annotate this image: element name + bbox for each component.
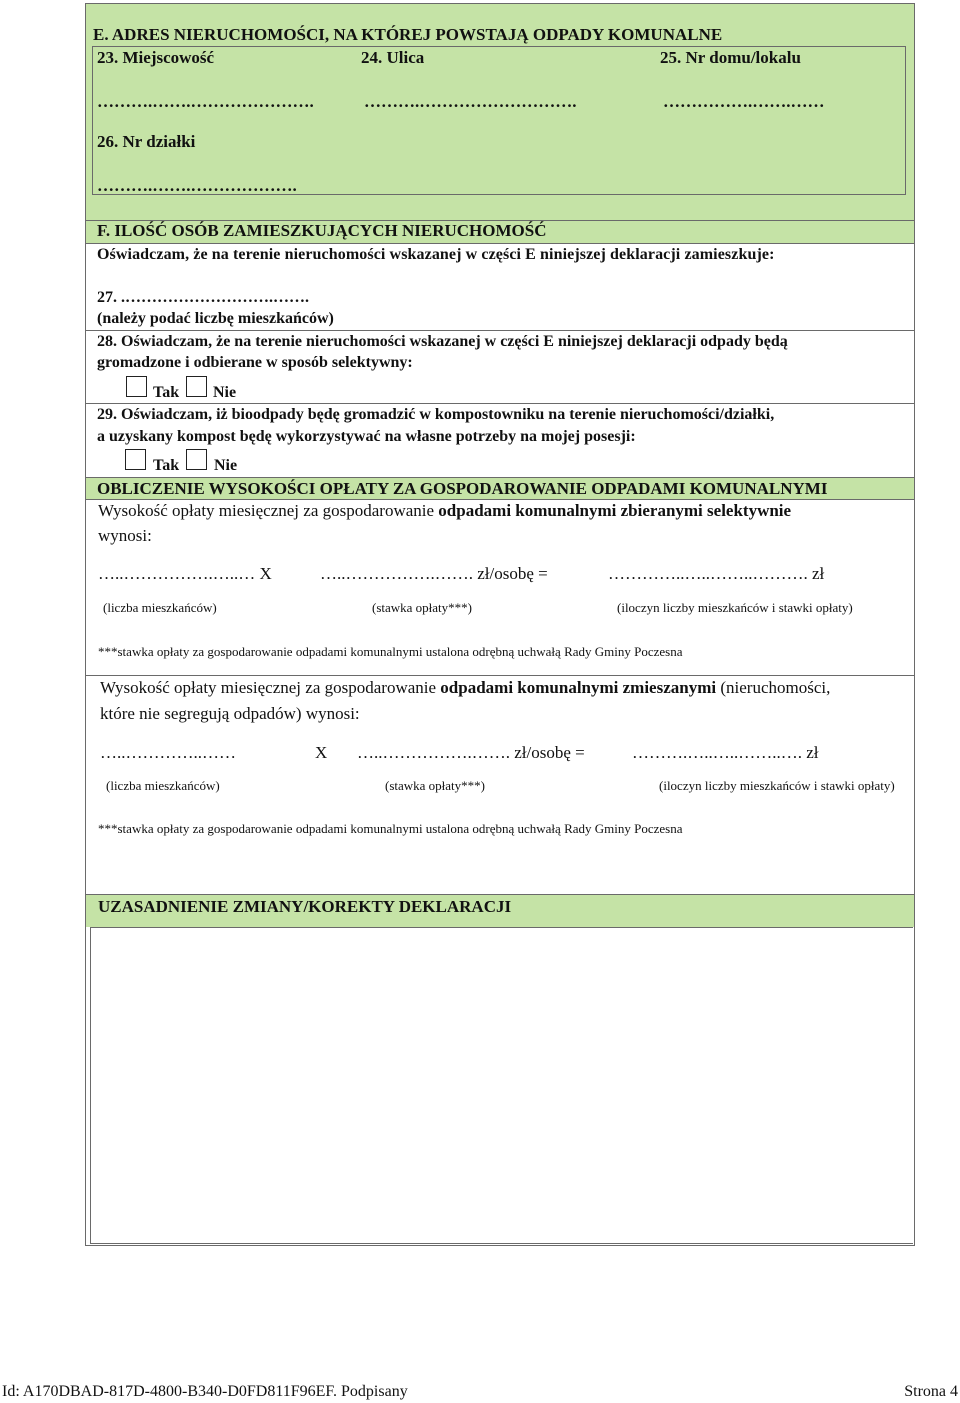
mixed-fee-intro: Wysokość opłaty miesięcznej za gospodarowanie odpadami komunalnymi zmieszanymi (nieruchomości, — [100, 678, 831, 697]
selective-footnote: ***stawka opłaty za gospodarowanie odpadami komunalnymi ustalona odrębną uchwałą Rady Gminy Poczesna — [98, 644, 683, 659]
selective-product-input[interactable]: …………..…..……..………. zł — [608, 564, 825, 583]
mixed-fee-intro-line2: które nie segregują odpadów) wynosi: — [100, 704, 360, 723]
field-26-label: 26. Nr działki — [97, 132, 196, 151]
mixed-residents-input[interactable]: …..…………..…… — [100, 743, 236, 762]
question-29-line2: a uzyskany kompost będę wykorzystywać na własne potrzeby na mojej posesji: — [97, 428, 636, 445]
mixed-product-caption: (iloczyn liczby mieszkańców i stawki opłaty) — [659, 778, 895, 793]
field-24-input[interactable]: ……….………………………. — [364, 92, 577, 111]
justification-text-area[interactable] — [90, 927, 913, 1244]
mixed-rate-caption: (stawka opłaty***) — [385, 778, 486, 793]
q29-no-checkbox[interactable] — [186, 449, 207, 470]
divider — [86, 243, 914, 244]
page-number: Strona 4 — [904, 1383, 958, 1400]
calc-title: OBLICZENIE WYSOKOŚCI OPŁATY ZA GOSPODAROWANIE ODPADAMI KOMUNALNYMI — [97, 479, 828, 498]
mixed-multiply-sign: X — [315, 743, 328, 762]
selective-rate-input[interactable]: …..…………….……. zł/osobę = — [320, 564, 548, 583]
section-f-statement: Oświadczam, że na terenie nieruchomości wskazanej w części E niniejszej deklaracji zamieszkuje: — [97, 246, 775, 263]
section-f-title: F. ILOŚĆ OSÓB ZAMIESZKUJĄCYCH NIERUCHOMOŚĆ — [97, 221, 547, 240]
divider — [86, 499, 914, 500]
field-25-label: 25. Nr domu/lokalu — [660, 48, 801, 67]
q29-no-label: Nie — [214, 457, 238, 474]
field-23-label: 23. Miejscowość — [97, 48, 215, 67]
q28-yes-checkbox[interactable] — [126, 376, 147, 397]
divider — [86, 675, 914, 676]
q28-no-checkbox[interactable] — [186, 376, 207, 397]
divider — [86, 403, 914, 404]
justification-title: UZASADNIENIE ZMIANY/KOREKTY DEKLARACJI — [98, 897, 512, 916]
q29-yes-label: Tak — [153, 457, 180, 474]
field-23-input[interactable]: ……….…….…………………. — [97, 92, 314, 111]
field-26-input[interactable]: ……….…….………………. — [97, 176, 297, 195]
field-27-input[interactable]: 27. .……………………….……. — [97, 289, 309, 306]
selective-fee-intro-line2: wynosi: — [98, 526, 152, 545]
field-24-label: 24. Ulica — [361, 48, 425, 67]
selective-rate-caption: (stawka opłaty***) — [372, 600, 473, 615]
mixed-rate-input[interactable]: …..…………….……. zł/osobę = — [357, 743, 585, 762]
selective-residents-caption: (liczba mieszkańców) — [103, 600, 217, 615]
question-29-line1: 29. Oświadczam, iż bioodpady będę gromadzić w kompostowniku na terenie nieruchomości/działki, — [97, 406, 775, 423]
mixed-product-input[interactable]: ……….…..…..……..…. zł — [632, 743, 819, 762]
q28-no-label: Nie — [213, 384, 237, 401]
q29-yes-checkbox[interactable] — [125, 449, 146, 470]
question-28-line2: gromadzone i odbierane w sposób selektywny: — [97, 354, 413, 371]
selective-product-caption: (iloczyn liczby mieszkańców i stawki opłaty) — [617, 600, 853, 615]
mixed-residents-caption: (liczba mieszkańców) — [106, 778, 220, 793]
q28-yes-label: Tak — [153, 384, 180, 401]
selective-fee-intro: Wysokość opłaty miesięcznej za gospodarowanie odpadami komunalnymi zbieranymi selektywnie — [98, 501, 792, 520]
divider — [86, 330, 914, 331]
selective-residents-input[interactable]: …..…………….…..… X — [98, 564, 272, 583]
section-e-inner-box — [92, 46, 906, 195]
document-id-footer: Id: A170DBAD-817D-4800-B340-D0FD811F96EF. Podpisany — [2, 1383, 408, 1400]
section-e-title: E. ADRES NIERUCHOMOŚCI, NA KTÓREJ POWSTAJĄ ODPADY KOMUNALNE — [93, 25, 723, 44]
mixed-footnote: ***stawka opłaty za gospodarowanie odpadami komunalnymi ustalona odrębną uchwałą Rady Gminy Poczesna — [98, 821, 683, 836]
field-27-note: (należy podać liczbę mieszkańców) — [97, 310, 334, 327]
question-28-line1: 28. Oświadczam, że na terenie nieruchomości wskazanej w części E niniejszej deklaracji odpady będą — [97, 333, 788, 350]
field-25-input[interactable]: …………….…….…… — [663, 92, 825, 111]
